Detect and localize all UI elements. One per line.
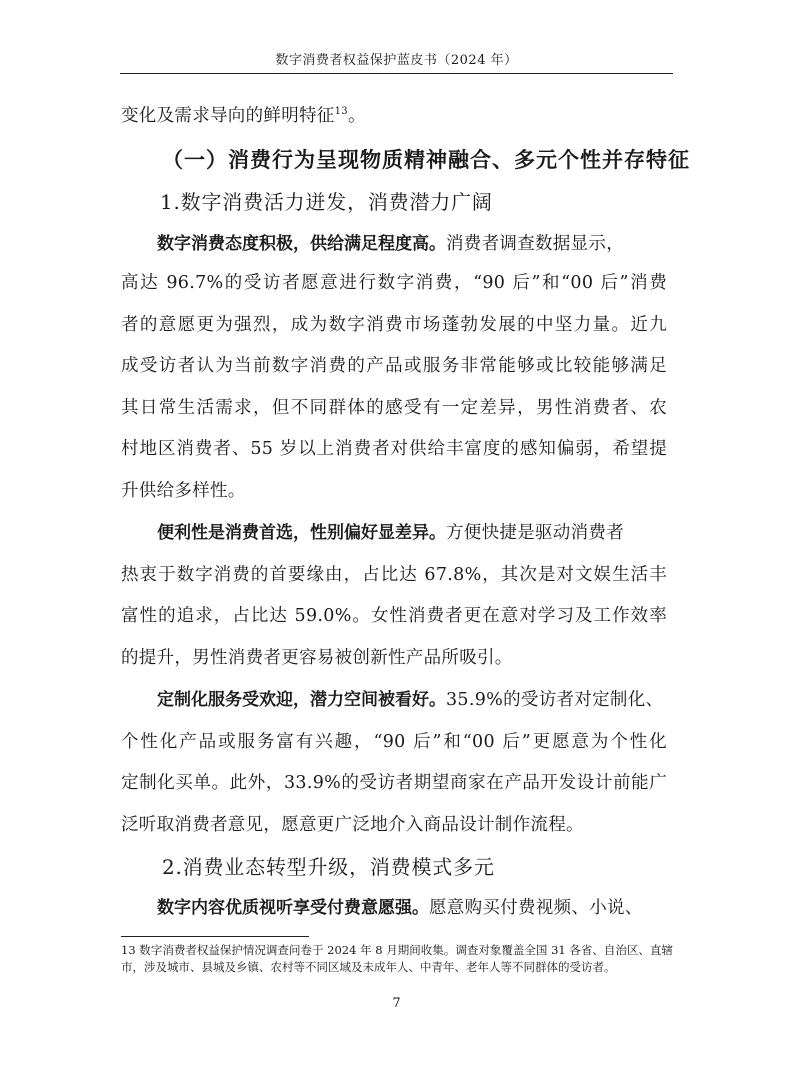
section-heading: （一）消费行为呈现物质精神融合、多元个性并存特征 [162, 147, 690, 172]
footnote-ref[interactable]: 13 [334, 106, 348, 117]
page-number: 7 [392, 996, 401, 1011]
footnote-divider [121, 936, 309, 937]
para3-line-4: 泛听取消费者意见，愿意更广泛地介入商品设计制作流程。 [121, 815, 584, 835]
para1-line-2: 高达 96.7%的受访者愿意进行数字消费，“90 后”和“00 后”消费 [121, 273, 667, 293]
footnote: 13 数字消费者权益保护情况调查问卷于 2024 年 8 月期间收集。调查对象覆盖全国 31 各省、自治区、直辖市，涉及城市、县城及乡镇、农村等不同区域及未成年人、中青年、老年人等不同群体的受访者。 [121, 943, 673, 974]
subsection-heading-2: 2.消费业态转型升级，消费模式多元 [162, 855, 495, 879]
header-divider [120, 73, 673, 74]
para3-lead: 定制化服务受欢迎，潜力空间被看好。 [157, 690, 446, 710]
para2-line-3: 富性的追求，占比达 59.0%。女性消费者更在意对学习及工作效率 [121, 606, 667, 626]
para1-line-1 [157, 232, 624, 256]
subsection-heading-1: 1.数字消费活力迸发，消费潜力广阔 [160, 190, 493, 214]
running-header: 数字消费者权益保护蓝皮书（2024 年） [275, 53, 518, 68]
para2-line-4: 的提升，男性消费者更容易被创新性产品所吸引。 [121, 648, 513, 668]
para3-line-1 [157, 688, 663, 712]
para4-line-1 [157, 896, 643, 920]
para2-line-2: 热衷于数字消费的首要缘由，占比达 67.8%，其次是对文娱生活丰 [121, 565, 667, 585]
para3-line-3: 定制化买单。此外，33.9%的受访者期望商家在产品开发设计前能广 [121, 773, 667, 793]
para2-line-1 [157, 521, 624, 545]
para1-lead: 数字消费态度积极，供给满足程度高。 [157, 234, 446, 254]
opening-line-text: 变化及需求导向的鲜明特征 [121, 106, 335, 126]
para4-text: 愿意购买付费视频、小说、 [429, 898, 643, 918]
para4-lead: 数字内容优质视听享受付费意愿强。 [157, 898, 429, 918]
para2-lead: 便利性是消费首选，性别偏好显差异。 [157, 523, 446, 543]
para1-line-6: 村地区消费者、55 岁以上消费者对供给丰富度的感知偏弱，希望提 [121, 439, 667, 459]
para1-line-7: 升供给多样性。 [121, 481, 246, 501]
para2-text: 方便快捷是驱动消费者 [446, 523, 624, 543]
opening-line-end: 。 [347, 106, 366, 126]
para1-text: 消费者调查数据显示， [446, 234, 624, 254]
opening-line [121, 104, 366, 128]
para1-line-3: 者的意愿更为强烈，成为数字消费市场蓬勃发展的中坚力量。近九 [121, 315, 667, 335]
para3-text: 35.9%的受访者对定制化、 [446, 690, 664, 710]
para1-line-5: 其日常生活需求，但不同群体的感受有一定差异，男性消费者、农 [121, 398, 667, 418]
para1-line-4: 成受访者认为当前数字消费的产品或服务非常能够或比较能够满足 [121, 356, 667, 376]
para3-line-2: 个性化产品或服务富有兴趣，“90 后”和“00 后”更愿意为个性化 [121, 732, 667, 752]
